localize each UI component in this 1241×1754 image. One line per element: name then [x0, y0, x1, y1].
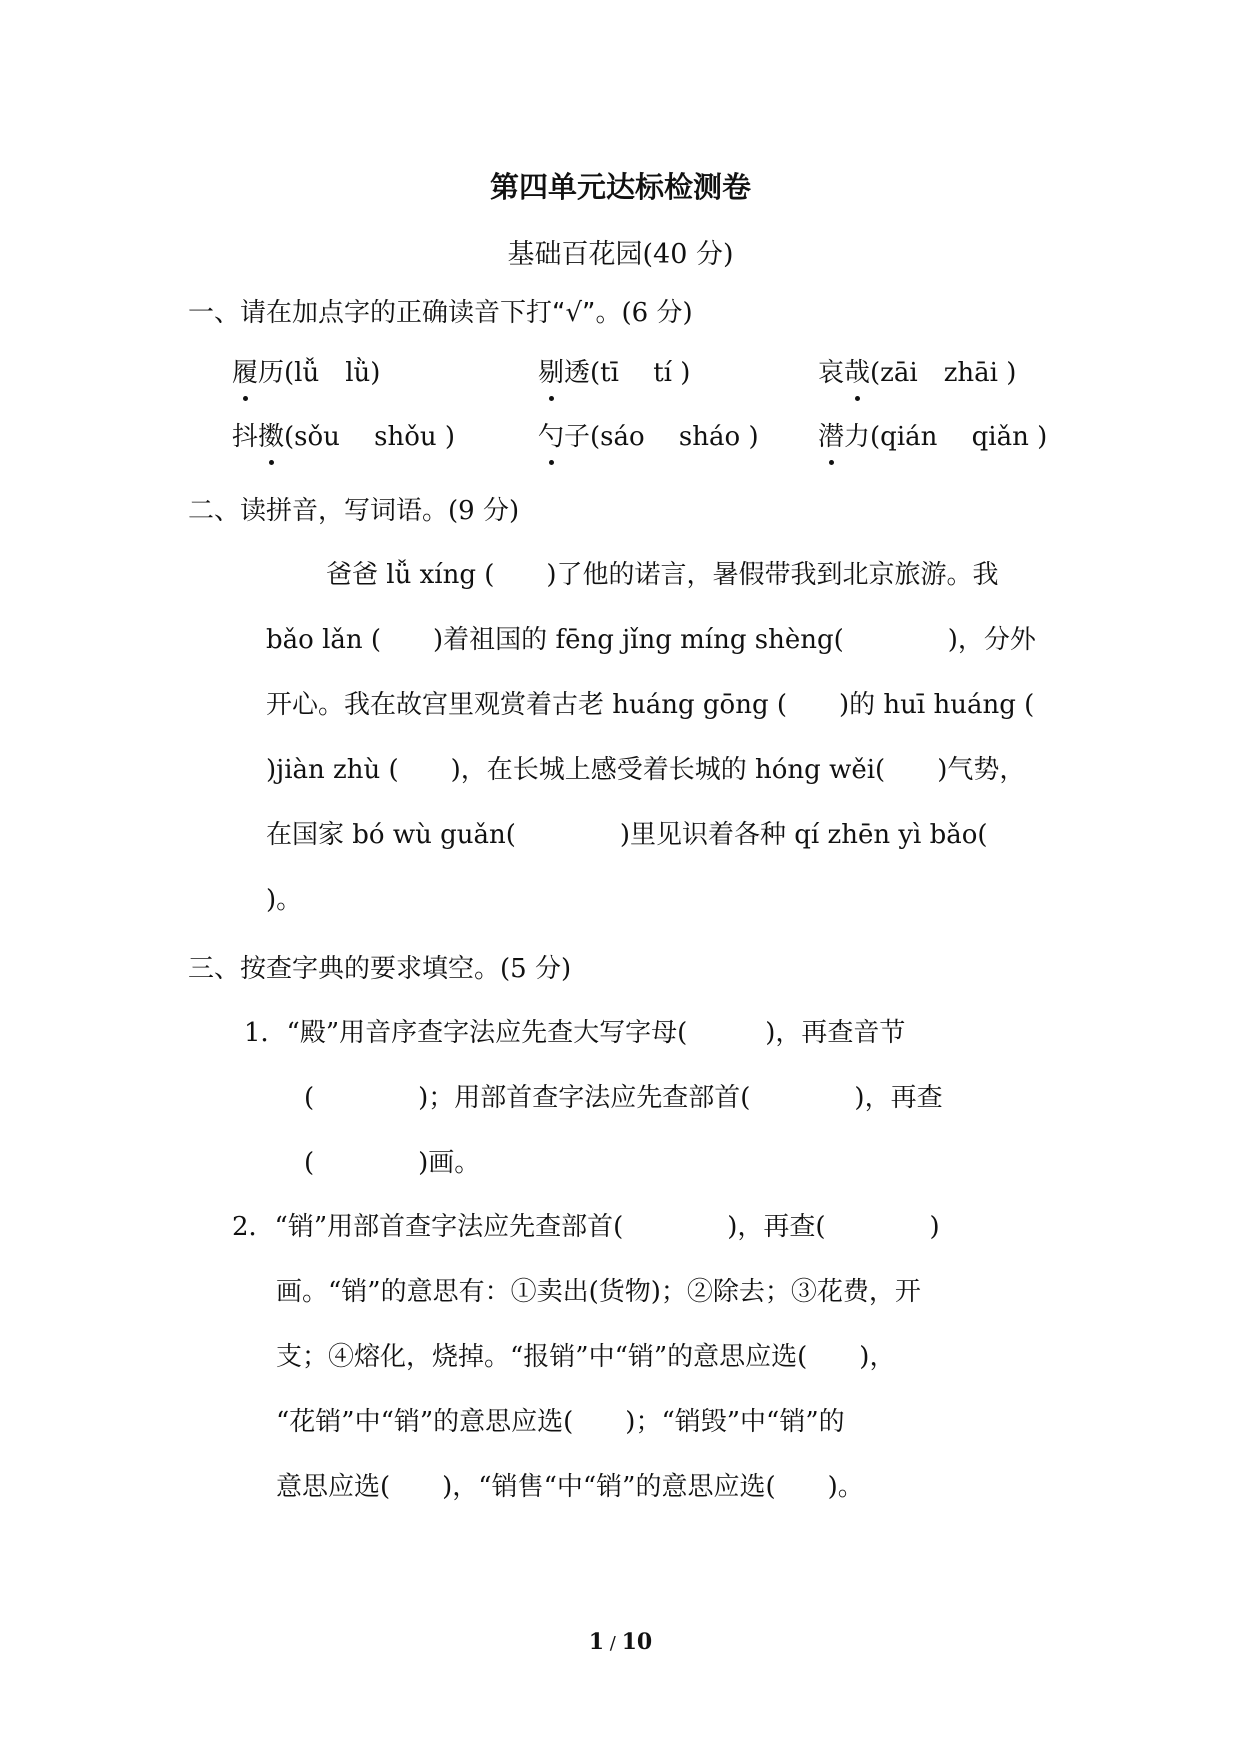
dotted-char: 哉 — [844, 352, 870, 389]
section1-heading — [188, 292, 693, 329]
page-number: 1 / 10 — [588, 1629, 653, 1655]
dotted-char: 勺 — [538, 416, 564, 453]
question-line: 1．“殿”用音序查字法应先查大写字母( )，再查音节 — [244, 1018, 906, 1048]
reading-item: 履历(lǚ lǜ) — [232, 352, 380, 389]
passage-line: )。 — [266, 885, 303, 915]
reading-item: 潜力(qián qiǎn ) — [818, 416, 1047, 453]
pinyin-options: (sǒu shǒu ) — [284, 422, 456, 452]
passage-line: bǎo lǎn ( )着祖国的 fēng jǐng míng shèng( )，分外 — [266, 625, 1036, 655]
pinyin-options: (zāi zhāi ) — [870, 358, 1017, 388]
passage-line: 开心。我在故宫里观赏着古老 huáng gōng ( )的 huī huáng ( — [266, 690, 1035, 720]
section2-heading-text: 二、读拼音，写词语。 — [188, 496, 449, 526]
question-line: 意思应选( )，“销售“中“销”的意思应选( )。 — [276, 1472, 864, 1502]
dotted-char: 潜 — [818, 416, 844, 453]
dotted-char: 擞 — [258, 416, 284, 453]
section1-points: (6 分) — [621, 298, 693, 328]
section1-heading-text: 一、请在加点字的正确读音下打“√”。 — [188, 298, 622, 328]
pinyin-options: (tī tí ) — [590, 358, 691, 388]
page-title: 第四单元达标检测卷 — [489, 170, 751, 204]
dotted-char: 剔 — [538, 352, 564, 389]
reading-item: 抖擞(sǒu shǒu ) — [232, 416, 455, 453]
reading-item: 哀哉(zāi zhāi ) — [818, 352, 1016, 389]
section2-points: (9 分) — [448, 496, 520, 526]
dotted-char: 履 — [232, 352, 258, 389]
pinyin-options: (qián qiǎn ) — [870, 422, 1048, 452]
section3-heading-text: 三、按查字典的要求填空。 — [188, 954, 501, 984]
passage-line: 爸爸 lǚ xíng ( )了他的诺言，暑假带我到北京旅游。我 — [326, 560, 999, 590]
reading-item: 勺子(sáo sháo ) — [538, 416, 759, 453]
pinyin-options: (sáo sháo ) — [590, 422, 759, 452]
question-line: “花销”中“销”的意思应选( )；“销毁”中“销”的 — [276, 1407, 845, 1437]
section2-heading — [188, 490, 519, 527]
section3-points: (5 分) — [500, 954, 572, 984]
passage-line: 在国家 bó wù guǎn( )里见识着各种 qí zhēn yì bǎo( — [266, 820, 988, 850]
reading-item: 剔透(tī tí ) — [538, 352, 690, 389]
question-line: 2．“销”用部首查字法应先查部首( )，再查( ) — [232, 1212, 940, 1242]
passage-line: )jiàn zhù ( )，在长城上感受着长城的 hóng wěi( )气势， — [266, 755, 1026, 785]
pinyin-options: (lǚ lǜ) — [284, 358, 381, 388]
question-line: 支；④熔化，烧掉。“报销”中“销”的意思应选( )， — [276, 1342, 896, 1372]
question-line: 画。“销”的意思有：①卖出(货物)；②除去；③花费，开 — [276, 1277, 921, 1307]
section3-heading — [188, 948, 571, 985]
question-line: ( )；用部首查字法应先查部首( )，再查 — [304, 1083, 943, 1113]
question-line: ( )画。 — [304, 1148, 481, 1178]
page-subtitle: 基础百花园(40 分) — [507, 239, 734, 270]
